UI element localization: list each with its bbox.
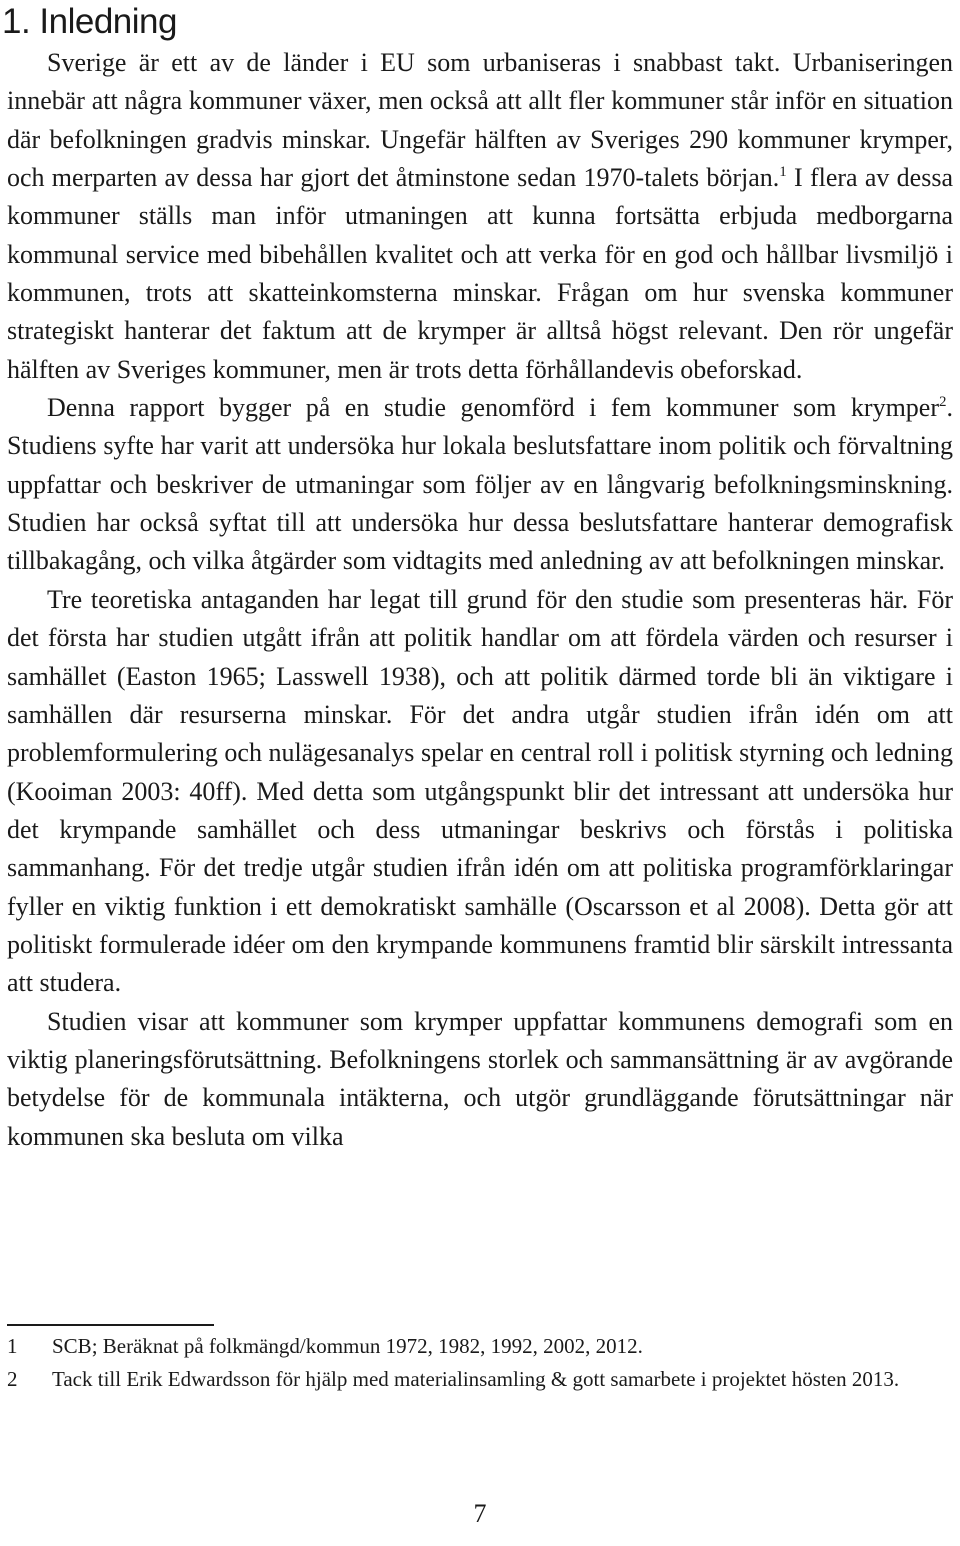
paragraph-2-text-b: . Studiens syfte har varit att undersöka hur lokala beslutsfattare inom politik och förvaltning uppfattar och beskriver de utmaningar som följer av en långvarig befolkningsminskning. Studien har också syftat till att undersöka hur dessa beslutsfattare hanterar demografisk tillbakagång, och vilka åtgärder som vidtagits med anledning av att befolkningen minskar. [7,393,953,576]
footnote-number: 2 [7,1366,18,1391]
footnote-1 [7,1330,953,1363]
paragraph-4 [7,1003,953,1156]
footnote-number: 1 [7,1334,18,1358]
paragraph-3-text: Tre teoretiska antaganden har legat till grund för den studie som presenteras här. För det första har studien utgått ifrån att politik handlar om att fördela värden och resurser i samhället (Easton 1965; Lasswell 1938), och att politik därmed torde bli än viktigare i samhällen där resurserna minskar. För det andra utgår studien ifrån idén om att problemformulering och nulägesanalys spelar en central roll i politisk styrning och ledning (Kooiman 2003: 40ff). Med detta som utgångspunkt blir det intressant att undersöka hur det krympande samhället och dess utmaningar beskrivs och förstås i politiska sammanhang. För det tredje utgår studien ifrån idén om att politiska programförklaringar fyller en viktig funktion i ett demokratiskt samhälle (Oscarsson et al 2008). Detta gör att politiskt formulerade idéer om den krympande kommunens framtid blir särskilt intressanta att studera. [7,584,953,998]
paragraph-3 [7,581,953,1003]
paragraph-1 [7,44,953,389]
body-text [7,44,953,1156]
footnote-2 [7,1363,953,1396]
page-number: 7 [473,1499,487,1528]
footnotes [7,1330,953,1395]
paragraph-4-text: Studien visar att kommuner som krymper uppfattar kommunens demografi som en viktig planeringsförutsättning. Befolkningens storlek och sammansättning är av avgörande betydelse för de kommunala intäkterna, och utgör grundläggande förutsättningar när kommunen ska besluta om vilka [7,1006,953,1151]
paragraph-2-text-a: Denna rapport bygger på en studie genomförd i fem kommuner som krymper [47,393,939,423]
footnote-ref-2: 2 [939,394,947,411]
footnote-divider [7,1324,214,1326]
footnote-ref-1: 1 [779,164,787,181]
section-heading: 1. Inledning [2,2,177,41]
paragraph-1-text-a: Sverige är ett av de länder i EU som urbaniseras i snabbast takt. Urbaniseringen innebär att några kommuner växer, men också att allt fler kommuner står inför en situation där befolkningen gradvis minskar. Ungefär hälften av Sveriges 290 kommuner krymper, och merparten av dessa har gjort det åtminstone sedan 1970-talets början. [7,48,953,193]
footnote-text: SCB; Beräknat på folkmängd/kommun 1972, 1982, 1992, 2002, 2012. [52,1334,643,1358]
footnote-text: Tack till Erik Edwardsson för hjälp med materialinsamling & gott samarbete i projektet hösten 2013. [52,1366,900,1391]
paragraph-1-text-b: I flera av dessa kommuner ställs man inför utmaningen att kunna fortsätta erbjuda medborgarna kommunal service med bibehållen kvalitet och att verka för en god och hållbar livsmiljö i kommunen, trots att skatteinkomsterna minskar. Frågan om hur svenska kommuner strategiskt hanterar det faktum att de krymper är alltså högst relevant. Den rör ungefär hälften av Sveriges kommuner, men är trots detta förhållandevis obeforskad. [7,163,953,384]
paragraph-2 [7,389,953,581]
